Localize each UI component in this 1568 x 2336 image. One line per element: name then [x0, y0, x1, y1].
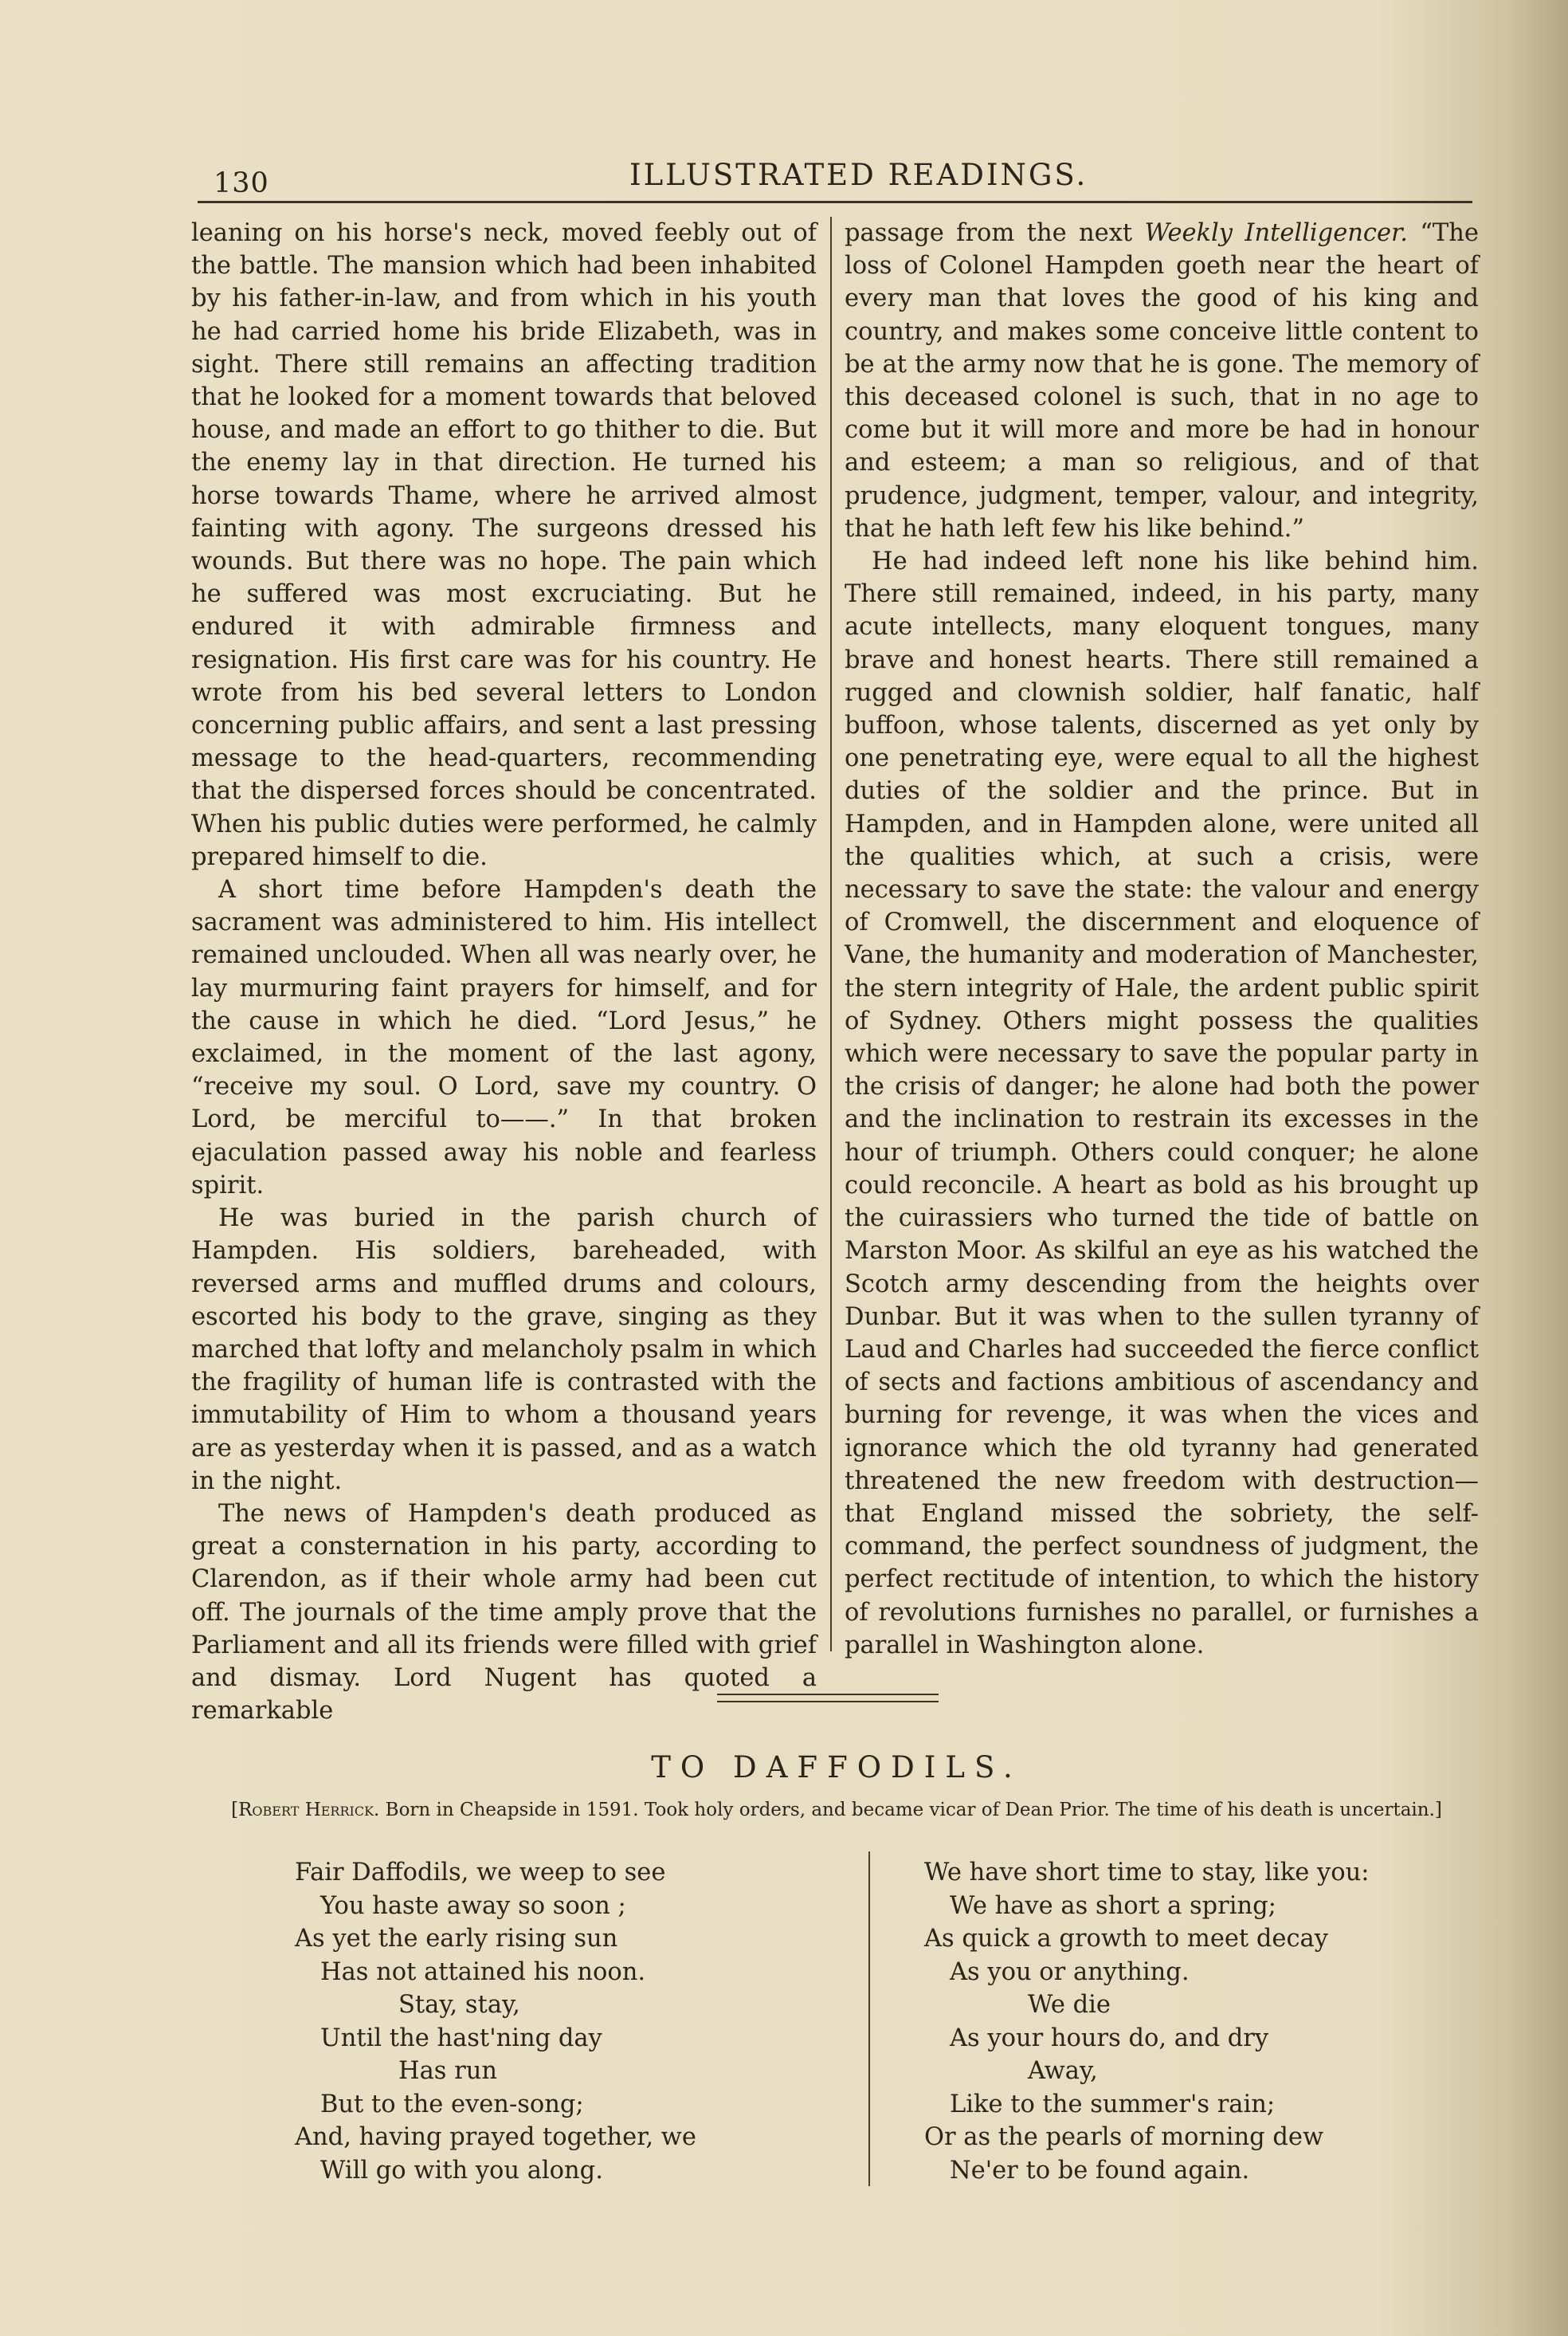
page-number: 130 — [214, 167, 269, 199]
poem-line: Or as the pearls of morning dew — [924, 2123, 1324, 2151]
poem-line: Has not attained his noon. — [320, 1957, 646, 1986]
author-name: [Robert Herrick. — [231, 1800, 380, 1820]
poem-line: As yet the early rising sun — [295, 1925, 618, 1953]
author-bio: Born in Cheapside in 1591. Took holy orders, and became vicar of Dean Prior. The time of his death is uncertain.] — [385, 1800, 1442, 1820]
paragraph: leaning on his horse's neck, moved feebly out of the battle. The mansion which had been inhabited by his father-in-law, and from which in his youth he had carried home his bride Elizabeth, was in sight. There still remains an affecting tradition that he looked for a moment towards that beloved house, and made an effort to go thither to die. But the enemy lay in that direction. He turned his horse towards Thame, where he arrived almost fainting with agony. The surgeons dressed his wounds. But there was no hope. The pain which he suffered was most excruciating. But he endured it with admirable firmness and resignation. His first care was for his country. He wrote from his bed several letters to London concerning public affairs, and sent a last pressing message to the head-quarters, recommending that the dispersed forces should be concentrated. When his public duties were performed, he calmly prepared himself to die. — [191, 219, 817, 871]
poem-line: As your hours do, and dry — [950, 2024, 1269, 2052]
stanza-1 — [295, 1856, 853, 2187]
paragraph: A short time before Hampden's death the sacrament was administered to him. His intellect remained unclouded. When all was nearly over, he lay murmuring faint prayers for himself, and for the cause in which he died. “Lord Jesus,” he exclaimed, in the moment of the last agony, “receive my soul. O Lord, save my country. O Lord, be merciful to——.” In that broken ejaculation passed away his noble and fearless spirit. — [191, 876, 817, 1199]
section-divider — [717, 1694, 939, 1695]
poem-line: Stay, stay, — [398, 1991, 520, 2019]
poem-line: We have as short a spring; — [950, 1891, 1276, 1920]
source-title: Weekly Intelligencer. — [1144, 219, 1408, 247]
quotation: “The loss of Colonel Hampden goeth near the heart of every man that loves the good of his king and country, and makes some conceive little content to be at the army now that he is gone. The memory of this deceased colonel is such, that in no age to come but it will more and more be had in honour and esteem; a man so religious, and of that prudence, judgment, temper, valour, and integrity, that he hath left few his like behind.” — [845, 219, 1479, 543]
header-rule — [198, 201, 1472, 203]
poem-title: TO DAFFODILS. — [651, 1750, 1022, 1784]
section-divider — [717, 1701, 939, 1702]
stanza-2 — [924, 1856, 1482, 2187]
poem-line: Has run — [398, 2057, 497, 2085]
right-column — [845, 217, 1479, 1662]
running-title: ILLUSTRATED READINGS. — [629, 158, 1088, 192]
poem-column-divider — [868, 1851, 870, 2186]
paragraph — [845, 217, 1479, 545]
poem-line: As quick a growth to meet decay — [924, 1925, 1328, 1953]
poem-line: We die — [1028, 1991, 1111, 2019]
column-divider — [830, 217, 832, 1651]
poem-line: Until the hast'ning day — [320, 2024, 602, 2052]
poem-line: Ne'er to be found again. — [950, 2156, 1250, 2185]
poem-line: Fair Daffodils, we weep to see — [295, 1859, 666, 1886]
poem-line: You haste away so soon ; — [320, 1891, 626, 1920]
left-column — [191, 217, 817, 1727]
paragraph-intro: passage from the next — [845, 219, 1133, 247]
paragraph: The news of Hampden's death produced as great a consternation in his party, according to Clarendon, as if their whole army had been cut off. The journals of the time amply prove that the Parliament and all its friends were filled with grief and dismay. Lord Nugent has quoted a remarkable — [191, 1499, 817, 1725]
poem-line: Like to the summer's rain; — [950, 2090, 1276, 2118]
poem-line: And, having prayed together, we — [295, 2123, 696, 2151]
poem-line: Will go with you along. — [320, 2156, 603, 2185]
author-note — [188, 1798, 1485, 1822]
poem-line: But to the even-song; — [320, 2090, 584, 2118]
poem-line: We have short time to stay, like you: — [924, 1859, 1370, 1886]
paragraph: He had indeed left none his like behind him. There still remained, indeed, in his party, many acute intellects, many eloquent tongues, many brave and honest hearts. There still remained a rugged and clownish soldier, half fanatic, half buffoon, whose talents, discerned as yet only by one penetrating eye, were equal to all the highest duties of the soldier and the prince. But in Hampden, and in Hampden alone, were united all the qualities which, at such a crisis, were necessary to save the state: the valour and energy of Cromwell, the discernment and eloquence of Vane, the humanity and moderation of Manchester, the stern integrity of Hale, the ardent public spirit of Sydney. Others might possess the qualities which were necessary to save the popular party in the crisis of danger; he alone had both the power and the inclination to restrain its excesses in the hour of triumph. Others could conquer; he alone could reconcile. A heart as bold as his brought up the cuirassiers who turned the tide of battle on Marston Moor. As skilful an eye as his watched the Scotch army descending from the heights over Dunbar. But it was when to the sullen tyranny of Laud and Charles had succeeded the fierce conflict of sects and factions ambitious of ascendancy and burning for revenge, it was when the vices and ignorance which the old tyranny had generated threatened the new freedom with destruction—that England missed the sobriety, the self-command, the perfect soundness of judgment, the perfect rectitude of intention, to which the history of revolutions furnishes no parallel, or furnishes a parallel in Washington alone. — [845, 548, 1479, 1659]
poem-line: Away, — [1028, 2057, 1098, 2085]
poem-line: As you or anything. — [950, 1957, 1190, 1986]
paragraph: He was buried in the parish church of Hampden. His soldiers, bareheaded, with reversed arms and muffled drums and colours, escorted his body to the grave, singing as they marched that lofty and melancholy psalm in which the fragility of human life is contrasted with the immutability of Him to whom a thousand years are as yesterday when it is passed, and as a watch in the night. — [191, 1204, 817, 1495]
